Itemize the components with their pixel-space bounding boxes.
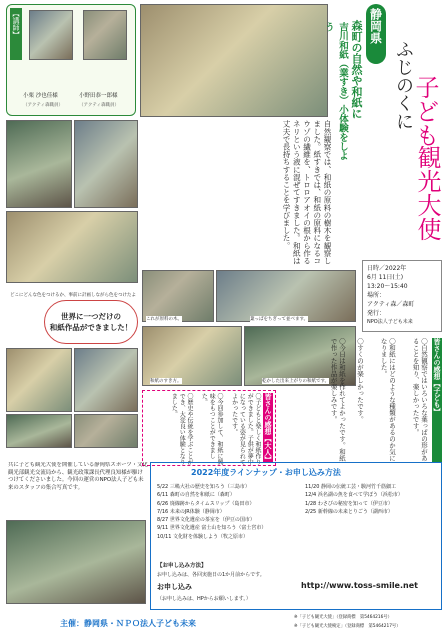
caption-material: これが原料の木。 [146,317,182,322]
photo-painting [74,120,138,208]
lineup-item: 5/22 三嶋大社の歴史を知ろう（三島市） [157,484,250,490]
photo-leaves [216,270,356,322]
photo-works-4 [74,414,138,448]
info-day: 6月 11日(土) [367,274,404,281]
apply-text: お申し込みは、各回実施日の1か月前からです。 [157,572,265,578]
caption-leaves: 葉っぱをちぎって並べます。 [250,317,309,322]
impressions-kids-item-1: 〇自然観察ではいろいろな葉っぱの形があることを知り、楽しかったです。 [411,338,428,462]
instructor-photo-2 [83,10,127,60]
lineup-right-list [305,483,439,516]
thanks-text: 共に子ども観光大使を開催している静岡県スポーツ・文化観光部観光交流局から、観光政策課長代理良知様が駆けつけてくださいました。今回の運営のNPO法人子ども未来のスタッフの集合写真です。 [8,462,148,491]
impressions-kids [292,338,442,466]
lineup-title: 2022年度ラインナップ・お申し込み方法 [191,468,341,477]
caption-color-plan: どこにどんな色をつけるか、事前に計画しながら色をつけたよ [10,293,136,298]
banner-speech [44,300,138,344]
photo-kids-table [6,211,138,283]
footer [0,612,448,634]
footer-sponsor: 主催：静岡県・ＮＰＯ法人子ども未来 [60,619,196,628]
headline [323,20,364,160]
impressions-kids-item-4: 〇今日は和紙を作れてよかったです。和紙で作った作品が楽しみです。 [329,338,346,462]
title-badge: 静岡県 [366,4,386,64]
lineup-item: 9/11 世界文化遺産 富士山を知ろう（富士宮市） [157,525,267,532]
lineup-item: 1/28 わさびの秘密を知って（伊豆市） [305,500,393,507]
caption-finished: 乾かした出来上がりの和紙です。 [262,379,330,384]
info-org: NPO法人子ども未来 [367,319,413,325]
impressions-kids-item-2: 〇和紙にはどのような種類があるのか気になりました。 [379,338,396,462]
photo-material-tree [142,270,214,322]
impressions-adults-item-2: 〇今回参加して、和紙に興味をもつことができました。 [200,393,223,465]
apply-web-label: お申し込み [157,583,192,591]
instructor-photo-1 [29,10,73,60]
headline-line-1: 森町の自然や和紙に [350,20,363,119]
lineup-item: 11/20 静岡の伝統工芸・駿河竹千筋細工 [305,484,397,490]
info-org-label: 発行： [367,310,386,317]
group-photo [140,4,328,117]
photo-works-2 [74,348,138,412]
caption-how-to: 和紙のすき方。 [150,379,182,384]
banner-line-2: 和紙作品ができました！ [49,323,133,332]
apply-label: 【お申し込み方法】 [157,563,207,569]
lineup-item: 2/25 新幹線の未来とりごう（湖西市） [305,508,393,515]
impressions-kids-item-3: 〇すくのが楽しかったです。 [356,338,364,423]
lineup-item: 6/11 森町の自然を和紙に（森町） [157,492,235,499]
instructor-tag: 【講師】 [10,8,22,60]
lineup-item: 12/4 浜名湖の魚を食べて学ぼう（浜松市） [305,492,403,499]
lineup-item: 8/27 世界文化遺産の茶室を（伊豆の国市） [157,517,255,523]
staff-photo [6,520,146,604]
title-kodomo: 子ども [411,75,439,147]
apply-note: （お申し込みは、HPからお願いします。） [157,596,251,602]
photo-works-3 [6,414,72,448]
lineup-item: 6/26 廃線跡からタイムスリップ（島田市） [157,500,255,507]
intro-text-area [142,120,332,268]
lineup-item: 10/11 文化財を体験しよう（牧之原市） [157,533,249,540]
title-fuji: ふじのくに [393,40,414,130]
photo-nature-walk [6,120,72,208]
headline-line-2: 吉川和紙（業すき）小体験をしよう [323,22,348,160]
banner-line-1: 世界に一つだけの [61,312,121,321]
footer-reg-1: ※「子ども観光大使」（登録商標 第5464216号） [294,615,392,620]
lineup-left-list [157,483,303,541]
instructor-affil-2: （アクティ森職員） [79,103,120,108]
impressions-kids-title: 皆さんの感想【子ども】 [432,338,442,462]
instructor-name-2: 小野田恭一郎様 [79,93,118,99]
impressions-adults-item-1: 〇子どもと楽しく和紙作りができました。子供が夢中になっている姿が見られてよかったです。 [230,393,261,465]
instructor-name-1: 小栗 沙也佳様 [23,93,58,99]
footer-reg-2: ※「子ども観光大使検定」（登録商標 第5464217号） [294,624,401,629]
title-kanko: 観光大使 [413,145,441,241]
info-place: アクティ森／森町 [367,301,415,308]
impressions-adults-title: 皆さんの感想【大人】 [264,393,272,463]
info-place-label: 場所： [367,292,386,299]
event-info-box [362,260,442,332]
photo-papermaking [142,326,242,386]
intro-text: 自然観察では、和紙の原料の樹木を観察しました。紙すきでは、和紙の原料になるコウゾの繊維を、トロロアオイの根から作るネリという液に混ぜてすきました。和紙は丈夫で長持ちすることを学びました。 [282,120,332,265]
instructor-affil-1: （アクティ森職員） [23,103,64,108]
lineup-box [150,462,442,610]
info-date: 日時／2022年 [367,265,407,272]
info-time: 13:20～15:40 [367,283,408,290]
instructor-box [6,4,136,116]
apply-url-link[interactable]: http://www.toss-smile.net [301,581,418,590]
impressions-adults [142,390,276,466]
photo-works-1 [6,348,72,412]
lineup-item: 7/16 未来のJR体験（静岡市） [157,508,225,515]
impressions-adults-item-3: 〇歴史や伝統を学ぶことができ、大変良い体験となりました。 [170,393,193,465]
